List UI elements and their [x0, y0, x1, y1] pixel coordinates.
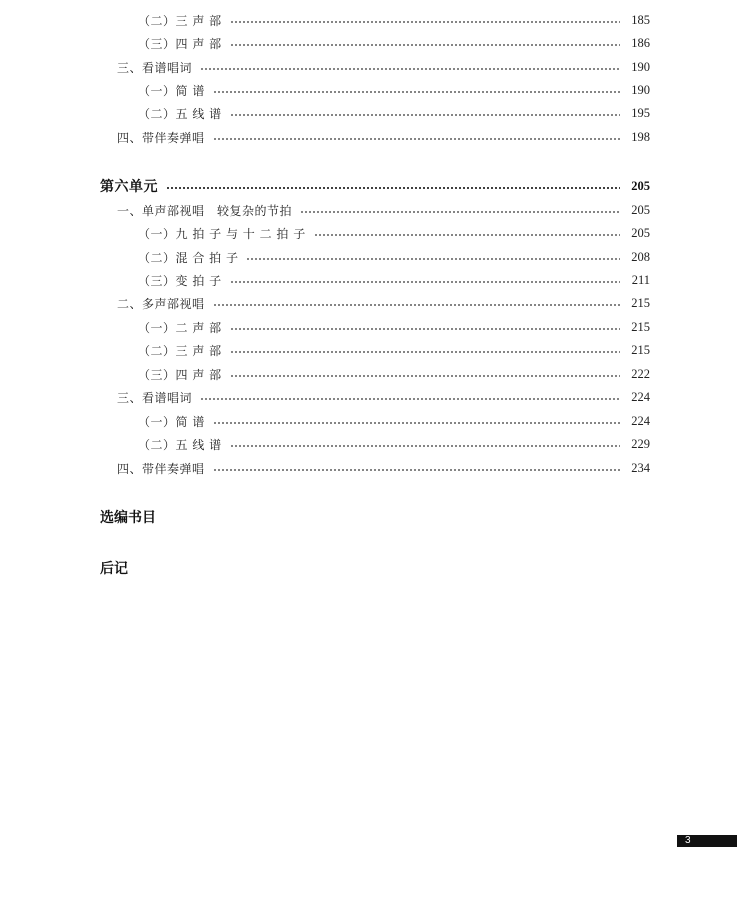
toc-entry-label: 三、看谱唱词: [117, 390, 193, 405]
toc-entry-label: （二）三 声 部: [138, 343, 222, 358]
toc-entry-page-number: 195: [631, 105, 650, 120]
toc-entry[interactable]: [0, 32, 650, 54]
dot-leader: [213, 91, 620, 93]
toc-entry-page-number: 190: [631, 82, 650, 97]
toc-entry[interactable]: [0, 102, 650, 124]
dot-leader: [230, 114, 620, 116]
toc-entry-page-number: 205: [631, 202, 650, 217]
dot-leader: [230, 445, 620, 447]
toc-entry-page-number: 215: [631, 319, 650, 334]
dot-leader: [246, 258, 620, 260]
toc-entry-label: 三、看谱唱词: [117, 60, 193, 75]
toc-entry[interactable]: [0, 246, 650, 268]
toc-entry[interactable]: [0, 269, 650, 291]
dot-leader: [230, 375, 620, 377]
dot-leader: [300, 211, 620, 213]
toc-entry-label: （二）三 声 部: [138, 13, 222, 28]
dot-leader: [230, 21, 620, 23]
dot-leader: [213, 304, 620, 306]
dot-leader: [200, 68, 620, 70]
dot-leader: [230, 351, 620, 353]
toc-entry-label: 四、带伴奏弹唱: [117, 130, 205, 145]
dot-leader: [166, 187, 620, 189]
toc-entry[interactable]: [0, 410, 650, 432]
toc-entry[interactable]: [0, 9, 650, 31]
dot-leader: [230, 44, 620, 46]
toc-entry-page-number: 190: [631, 59, 650, 74]
toc-entry-page-number: 215: [631, 295, 650, 310]
toc-entry-label: （一）简 谱: [138, 83, 205, 98]
toc-entry[interactable]: [0, 199, 650, 221]
toc-entry-label: （三）四 声 部: [138, 36, 222, 51]
bibliography-heading[interactable]: 选编书目: [100, 510, 156, 526]
toc-entry-label: 一、单声部视唱 较复杂的节拍: [117, 203, 293, 218]
dot-leader: [213, 138, 620, 140]
toc-entry-label: （三）变 拍 子: [138, 273, 222, 288]
toc-entry[interactable]: [0, 386, 650, 408]
toc-entry-label: （一）二 声 部: [138, 320, 222, 335]
toc-entry-label: （二）五 线 谱: [138, 106, 222, 121]
toc-entry[interactable]: [0, 457, 650, 479]
toc-entry[interactable]: [0, 79, 650, 101]
dot-leader: [200, 398, 620, 400]
toc-entry-page-number: 198: [631, 129, 650, 144]
toc-entry-label: （一）简 谱: [138, 414, 205, 429]
toc-entry-label: 第六单元: [100, 179, 158, 195]
toc-entry-page-number: 222: [631, 366, 650, 381]
toc-entry[interactable]: [0, 339, 650, 361]
dot-leader: [230, 328, 620, 330]
toc-entry-page-number: 229: [631, 436, 650, 451]
toc-entry[interactable]: [0, 222, 650, 244]
dot-leader: [314, 234, 620, 236]
toc-unit-heading[interactable]: [0, 175, 650, 197]
toc-entry-label: （三）四 声 部: [138, 367, 222, 382]
toc-entry[interactable]: [0, 292, 650, 314]
toc-entry-label: 四、带伴奏弹唱: [117, 461, 205, 476]
toc-entry-page-number: 211: [631, 272, 650, 287]
toc-entry-page-number: 208: [631, 249, 650, 264]
dot-leader: [230, 281, 620, 283]
dot-leader: [213, 469, 620, 471]
toc-entry[interactable]: [0, 126, 650, 148]
toc-entry-page-number: 205: [631, 178, 650, 193]
toc-entry[interactable]: [0, 316, 650, 338]
toc-entry[interactable]: [0, 433, 650, 455]
page-number-badge: 3: [677, 835, 737, 847]
toc-entry[interactable]: [0, 56, 650, 78]
toc-entry-page-number: 186: [631, 35, 650, 50]
toc-entry-page-number: 224: [631, 389, 650, 404]
toc-entry-page-number: 215: [631, 342, 650, 357]
toc-entry-page-number: 224: [631, 413, 650, 428]
afterword-heading[interactable]: 后记: [100, 561, 128, 577]
toc-entry-page-number: 205: [631, 225, 650, 240]
toc-entry-page-number: 185: [631, 12, 650, 27]
toc-entry-label: （一）九 拍 子 与 十 二 拍 子: [138, 226, 306, 241]
toc-entry-label: 二、多声部视唱: [117, 296, 205, 311]
toc-entry-label: （二）五 线 谱: [138, 437, 222, 452]
toc-entry-page-number: 234: [631, 460, 650, 475]
dot-leader: [213, 422, 620, 424]
toc-entry-label: （二）混 合 拍 子: [138, 250, 239, 265]
toc-entry[interactable]: [0, 363, 650, 385]
